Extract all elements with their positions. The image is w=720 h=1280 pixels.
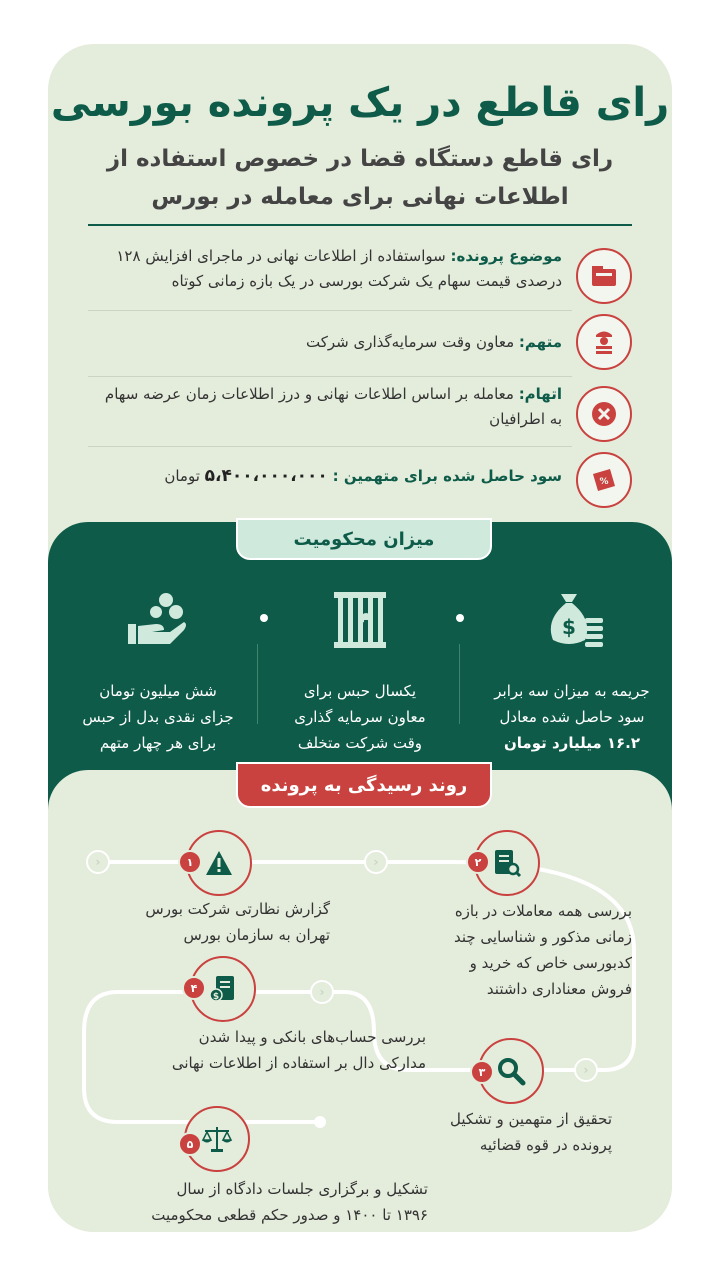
title-divider	[88, 224, 632, 226]
info-profit	[48, 448, 672, 512]
bullet-dot	[260, 614, 268, 622]
step-line: مدارکی دال بر استفاده از اطلاعات نهانی	[171, 1054, 426, 1072]
step-line: گزارش نظارتی شرکت بورس	[145, 900, 330, 918]
fine-amount: ۱۶.۲ میلیارد تومان	[504, 734, 640, 752]
step-line: تحقیق از متهمین و تشکیل	[449, 1110, 612, 1128]
chevron-left-icon: ‹	[86, 850, 110, 874]
verdict-line: جریمه به میزان سه برابر	[494, 682, 650, 700]
profit-amount: ۵،۴۰۰،۰۰۰،۰۰۰	[204, 466, 328, 486]
divider	[459, 644, 460, 724]
divider	[88, 310, 572, 311]
step-line: ۱۳۹۶ تا ۱۴۰۰ و صدور حکم قطعی محکومیت	[151, 1206, 428, 1224]
document-search-icon	[492, 848, 522, 878]
divider	[257, 644, 258, 724]
process-section	[48, 770, 672, 1232]
step-line: پرونده در قوه قضائیه	[479, 1136, 612, 1154]
prison-bars-icon	[270, 588, 450, 652]
verdict-line: سود حاصل شده معادل	[499, 708, 645, 726]
bank-document-icon	[208, 974, 238, 1004]
infographic-card	[48, 44, 672, 1232]
verdict-line: برای هر چهار متهم	[99, 734, 217, 752]
verdict-item-text	[270, 678, 450, 756]
hand-coins-icon	[68, 588, 248, 652]
info-label: متهم:	[518, 333, 562, 351]
step-number: ۱	[178, 850, 202, 874]
svg-text:%: %	[599, 477, 609, 487]
step-4-text	[86, 1024, 426, 1076]
scales-icon	[201, 1124, 233, 1154]
info-label: موضوع پرونده:	[450, 247, 562, 265]
verdict-line: یکسال حبس برای	[303, 682, 417, 700]
step-line: کدبورسی خاص که خرید و	[469, 954, 632, 972]
step-line: بررسی همه معاملات در بازه	[454, 902, 632, 920]
chevron-left-icon: ‹	[364, 850, 388, 874]
defendant-icon	[576, 314, 632, 370]
divider	[88, 446, 572, 447]
info-case-subject-text	[88, 244, 562, 294]
verdict-item-fine	[482, 588, 662, 756]
process-title: روند رسیدگی به پرونده	[236, 762, 492, 808]
info-value: سواستفاده از اطلاعات نهانی در ماجرای افزایش ۱۲۸ درصدی قیمت سهام یک شرکت بورسی در یک بازه زمانی کوتاه	[116, 247, 562, 290]
info-defendant-text	[88, 330, 562, 355]
info-label: سود حاصل شده برای متهمین :	[332, 467, 562, 485]
verdict-item-prison	[270, 588, 450, 756]
step-line: تهران به سازمان بورس	[183, 926, 330, 944]
info-case-subject	[48, 240, 672, 308]
step-3-text	[352, 1106, 612, 1158]
discount-tag-icon	[576, 452, 632, 508]
svg-text:$: $	[562, 615, 576, 639]
warning-icon	[204, 849, 234, 877]
page-title: رای قاطع در یک پرونده بورسی	[50, 80, 670, 126]
chevron-left-icon: ‹	[310, 980, 334, 1004]
info-label: اتهام:	[518, 385, 562, 403]
chevron-left-icon: ‹	[574, 1058, 598, 1082]
divider	[88, 376, 572, 377]
verdict-line: جزای نقدی بدل از حبس	[82, 708, 234, 726]
verdict-item-cash-penalty	[68, 588, 248, 756]
verdict-line: وقت شرکت متخلف	[297, 734, 423, 752]
cross-icon	[576, 386, 632, 442]
verdict-title: میزان محکومیت	[236, 518, 492, 560]
step-1-text	[90, 896, 330, 948]
info-value: معامله بر اساس اطلاعات نهانی و درز اطلاعات زمان عرضه سهام به اطرافیان	[104, 385, 562, 428]
bullet-dot	[456, 614, 464, 622]
info-charge	[48, 378, 672, 446]
magnifier-icon	[496, 1056, 526, 1086]
verdict-line: شش میلیون تومان	[99, 682, 217, 700]
info-defendant	[48, 312, 672, 376]
info-value: معاون وقت سرمایه‌گذاری شرکت	[306, 333, 515, 351]
money-bag-icon	[482, 588, 662, 652]
verdict-item-text	[482, 678, 662, 756]
verdict-line: معاون سرمایه گذاری	[294, 708, 426, 726]
step-number: ۳	[470, 1060, 494, 1084]
step-line: زمانی مذکور و شناسایی چند	[453, 928, 632, 946]
verdict-item-text	[68, 678, 248, 756]
page-subtitle: رای قاطع دستگاه قضا در خصوص استفاده از اطلاعات نهانی برای معامله در بورس	[106, 146, 614, 210]
step-line: بررسی حساب‌های بانکی و پیدا شدن	[198, 1028, 426, 1046]
folder-icon	[576, 248, 632, 304]
info-profit-text	[88, 464, 562, 489]
svg-text:$: $	[212, 992, 220, 1002]
step-number: ۴	[182, 976, 206, 1000]
step-2-text	[372, 898, 632, 1002]
info-charge-text	[88, 382, 562, 432]
step-number: ۲	[466, 850, 490, 874]
step-line: تشکیل و برگزاری جلسات دادگاه از سال	[176, 1180, 428, 1198]
profit-unit: تومان	[164, 467, 200, 485]
step-number: ۵	[178, 1132, 202, 1156]
step-5-text	[108, 1176, 428, 1228]
step-line: فروش معناداری داشتند	[486, 980, 632, 998]
